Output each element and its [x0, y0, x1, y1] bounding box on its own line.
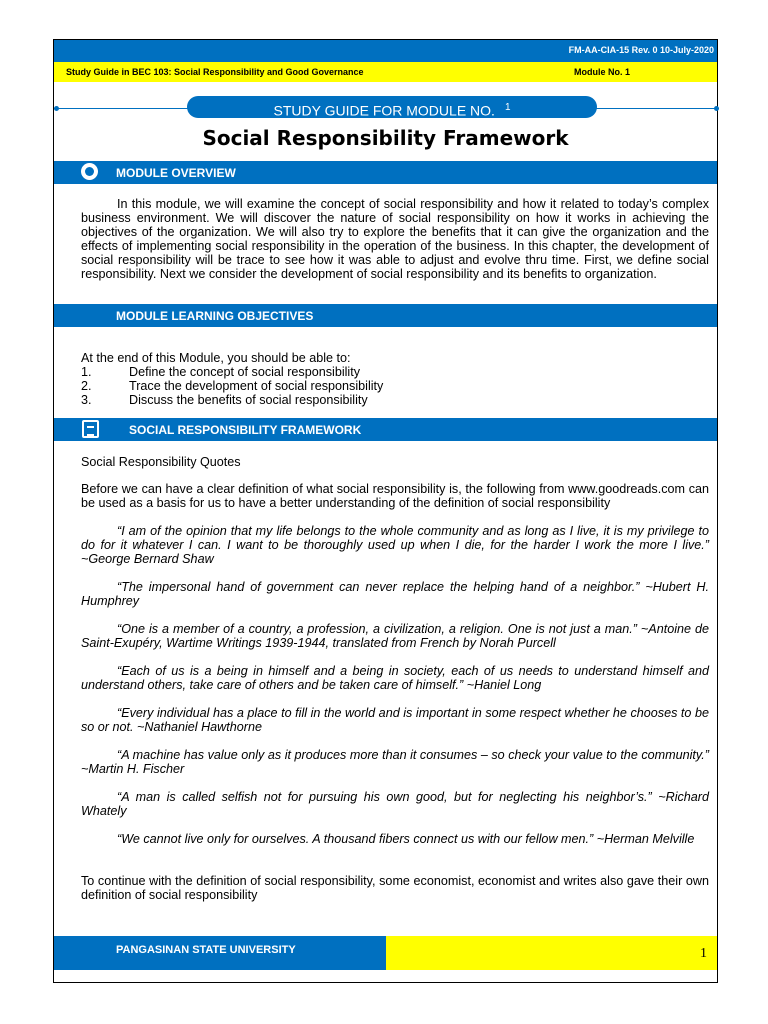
section-title-objectives: MODULE LEARNING OBJECTIVES: [116, 309, 314, 323]
form-code: FM-AA-CIA-15 Rev. 0 10-July-2020: [568, 45, 714, 55]
quote-shaw: “I am of the opinion that my life belongs to the whole community and as long as I live, it is my privilege to do for it whatever I can. I want to be thoroughly used up when I die, for the harder I work the more I live.” ~George Bernard Shaw: [81, 524, 709, 566]
section-title-overview: MODULE OVERVIEW: [116, 166, 236, 180]
objectives-block: [81, 351, 709, 407]
quote-hawthorne: “Every individual has a place to fill in the world and is important in some respect whether he chooses to be so or not. ~Nathaniel Hawthorne: [81, 706, 709, 734]
footer-university-bar: [54, 936, 386, 970]
framework-closing: To continue with the definition of social responsibility, some economist, economist and writes also gave their own definition of social responsibility: [81, 874, 709, 902]
list-item: 2. Trace the development of social responsibility: [81, 379, 384, 393]
framework-subtitle: Social Responsibility Quotes: [81, 455, 241, 469]
search-icon: [81, 163, 98, 180]
study-guide-title: Study Guide in BEC 103: Social Responsibility and Good Governance: [66, 67, 364, 77]
document-page: [53, 39, 718, 983]
module-number: Module No. 1: [574, 67, 630, 77]
decorative-line-right: [594, 108, 719, 109]
objectives-list: [81, 365, 709, 407]
list-item: 3. Discuss the benefits of social responsibility: [81, 393, 368, 407]
quote-fischer: “A machine has value only as it produces more than it consumes – so check your value to the community.” ~Martin H. Fischer: [81, 748, 709, 776]
list-item: 1. Define the concept of social responsibility: [81, 365, 361, 379]
overview-paragraph: In this module, we will examine the concept of social responsibility and how it related to today’s complex business environment. We will discover the nature of social responsibility on how it works in achieving the objectives of the organization. We will also try to explore the benefits that it can give the organization and the effects of implementing social responsibility in the operation of the business. In this chapter, the development of social responsibility will be trace to see how it was able to adjust and evolve thru time. First, we define social responsibility. Next we consider the development of social responsibility and its benefits to organization.: [81, 197, 709, 281]
framework-intro: Before we can have a clear definition of what social responsibility is, the following from www.goodreads.com can be used as a basis for us to have a better understanding of the definition of social responsibility: [81, 482, 709, 510]
study-guide-pill: [187, 96, 597, 118]
section-bar-overview: [54, 161, 717, 184]
pill-number: 1: [504, 102, 511, 113]
quote-long: “Each of us is a being in himself and a being in society, each of us needs to understand himself and understand others, take care of others and be taken care of himself.” ~Haniel Long: [81, 664, 709, 692]
objectives-intro: At the end of this Module, you should be able to:: [81, 351, 351, 365]
page-number: 1: [700, 946, 707, 961]
header-yellow-bar: [54, 62, 717, 82]
section-title-framework: SOCIAL RESPONSIBILITY FRAMEWORK: [129, 423, 362, 437]
quote-melville: “We cannot live only for ourselves. A thousand fibers connect us with our fellow men.” ~Herman Melville: [117, 832, 695, 846]
footer-page-bar: [386, 936, 717, 970]
quote-saint-exupery: “One is a member of a country, a profession, a civilization, a religion. One is not just a man.” ~Antoine de Saint-Exupéry, Wartime Writings 1939-1944, translated from French by Norah Purcell: [81, 622, 709, 650]
header-blue-bar: [54, 40, 717, 62]
section-bar-framework: [54, 418, 717, 441]
pill-label: STUDY GUIDE FOR MODULE NO.: [273, 102, 495, 118]
document-title: Social Responsibility Framework: [202, 126, 569, 150]
section-bar-objectives: [54, 304, 717, 327]
document-icon: [82, 420, 99, 438]
decorative-line-left: [54, 108, 189, 109]
university-name: PANGASINAN STATE UNIVERSITY: [116, 944, 296, 956]
quote-humphrey: “The impersonal hand of government can never replace the helping hand of a neighbor.” ~Hubert H. Humphrey: [81, 580, 709, 608]
quote-whately: “A man is called selfish not for pursuing his own good, but for neglecting his neighbor’s.” ~Richard Whately: [81, 790, 709, 818]
